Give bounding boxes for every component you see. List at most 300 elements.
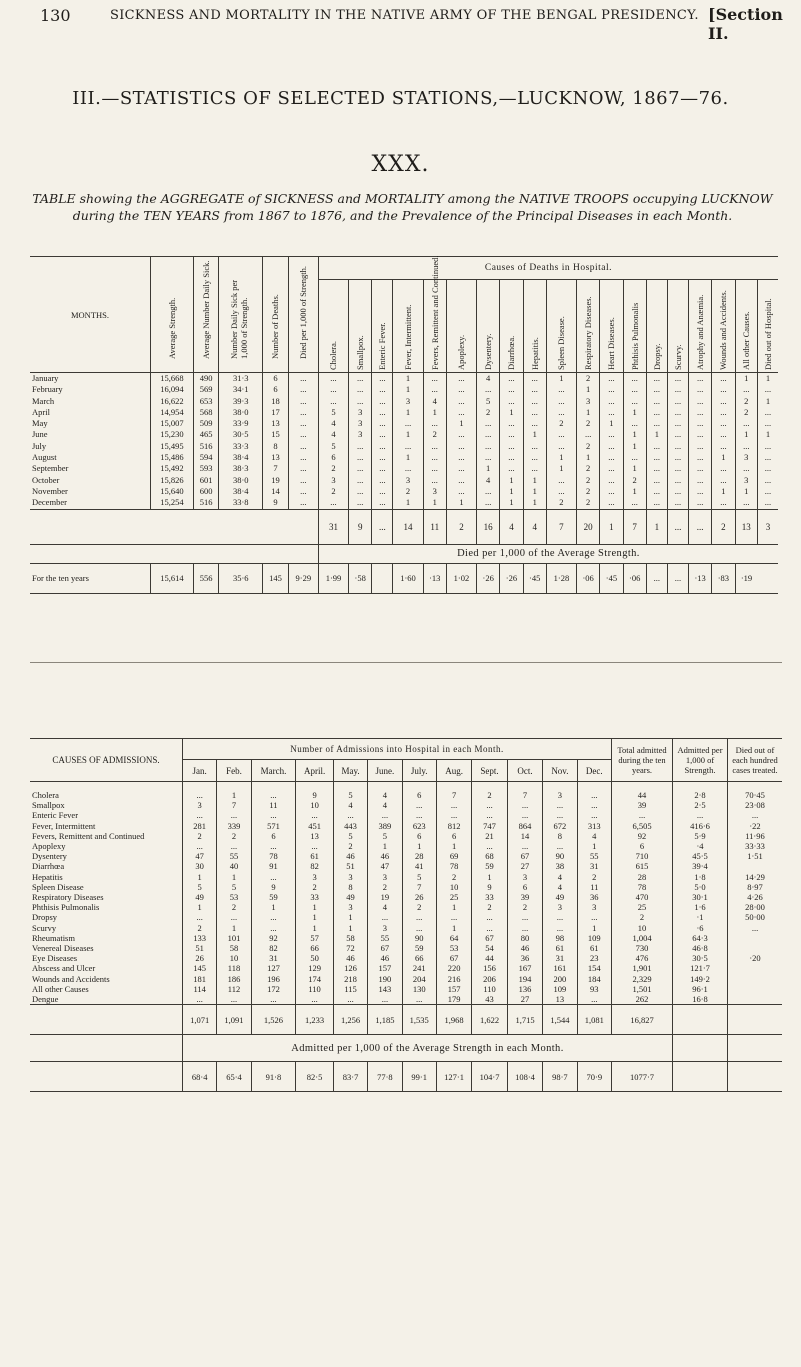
value-cell: ... [712, 497, 735, 509]
table-row [30, 821, 782, 831]
value-cell: 1 [646, 429, 667, 440]
value-cell: ... [349, 373, 372, 385]
cause-cell: Venereal Diseases [32, 943, 94, 954]
value-cell: 46 [368, 953, 402, 963]
value-cell: 23 [577, 953, 611, 963]
value-cell: 10 [217, 953, 251, 963]
value-cell: 1 [757, 373, 778, 385]
value-cell: ... [646, 407, 667, 418]
value-cell: 568 [193, 407, 219, 418]
month-cell: December [32, 497, 67, 508]
value-cell: ... [217, 841, 251, 851]
value-cell: ... [500, 396, 523, 407]
value-cell: ... [546, 475, 576, 486]
table-row [30, 831, 782, 841]
value-cell: 3 [349, 407, 372, 418]
value-cell: 15,486 [151, 452, 194, 463]
blank-cell [30, 509, 318, 544]
value-cell: 16,094 [151, 384, 194, 395]
value-cell: ... [646, 486, 667, 497]
value-cell: ... [288, 373, 318, 385]
value-cell: ... [667, 475, 688, 486]
ten-years-cell: 556 [193, 563, 219, 593]
value-cell: 31 [251, 953, 296, 963]
value-cell: ... [646, 463, 667, 474]
value-cell: ... [507, 841, 542, 851]
total-cell: 1,968 [436, 1005, 471, 1035]
value-cell: 1 [423, 407, 446, 418]
value-cell: 571 [251, 821, 296, 831]
value-cell: 46 [507, 943, 542, 953]
table-row [30, 902, 782, 912]
admitted-header: Admitted per 1,000 of Strength. [673, 739, 728, 782]
value-cell: ... [288, 407, 318, 418]
value-cell: 179 [436, 994, 471, 1005]
value-cell: 49 [543, 892, 577, 902]
value-cell: ... [646, 418, 667, 429]
rate-cell: 77·8 [368, 1062, 402, 1092]
value-cell: ... [423, 463, 446, 474]
cause-header [689, 280, 712, 373]
value-cell: 25 [436, 892, 471, 902]
value-cell: 4 [318, 429, 348, 440]
value-cell: ... [712, 384, 735, 395]
total-cell: 4 [500, 509, 523, 544]
value-cell: ... [333, 810, 367, 820]
value-cell: 5 [183, 882, 217, 892]
cause-cell: Smallpox [32, 800, 65, 811]
ten-years-cell: ·13 [423, 563, 446, 593]
value-cell: 110 [296, 984, 334, 994]
value-cell: 1 [735, 486, 757, 497]
value-cell: 1·51 [728, 851, 783, 861]
value-cell: ... [523, 373, 546, 385]
blank-cell [30, 1035, 183, 1062]
value-cell: 161 [543, 963, 577, 973]
value-cell: 28 [402, 851, 436, 861]
value-cell: 2 [423, 429, 446, 440]
value-cell: 204 [402, 974, 436, 984]
value-cell: ... [446, 384, 476, 395]
value-cell: ... [251, 841, 296, 851]
value-cell: 2 [393, 486, 423, 497]
value-cell: 1 [577, 407, 600, 418]
value-cell: 80 [507, 933, 542, 943]
blank-cell [673, 1005, 728, 1035]
value-cell: 1 [577, 841, 611, 851]
cause-cell: Hepatitis [32, 871, 63, 882]
value-cell: ·22 [728, 821, 783, 831]
cause-header-label: Wounds and Accidents. [718, 290, 729, 370]
value-cell: 3 [349, 418, 372, 429]
table-row [30, 912, 782, 922]
cause-cell: Phthisis Pulmonalis [32, 902, 100, 913]
value-cell: ... [436, 810, 471, 820]
cause-header [349, 280, 372, 373]
value-cell: 19 [368, 892, 402, 902]
value-cell: ... [318, 396, 348, 407]
value-cell: 4 [368, 800, 402, 810]
value-cell: ... [217, 810, 251, 820]
value-cell: 1 [600, 418, 623, 429]
cause-header [712, 280, 735, 373]
value-cell: 1 [183, 872, 217, 882]
ten-years-cell: 145 [263, 563, 289, 593]
admission-totals-row [30, 1005, 782, 1035]
table-row [30, 882, 782, 892]
ten-years-cell: ·45 [523, 563, 546, 593]
admissions-table [30, 738, 782, 1092]
table-row [30, 810, 782, 820]
month-cell: February [32, 384, 63, 395]
table-row [30, 396, 778, 407]
died-header: Died out of each hundred cases treated. [728, 739, 783, 782]
month-cell: June [32, 429, 48, 440]
cause-header-label: Fevers, Remittent and Continued. [429, 255, 440, 370]
value-cell: 5·0 [673, 882, 728, 892]
table-row [30, 373, 778, 385]
value-cell: ... [349, 441, 372, 452]
value-cell: ... [446, 396, 476, 407]
value-cell [728, 974, 783, 984]
ten-years-cell: 15,614 [151, 563, 194, 593]
value-cell: 69 [436, 851, 471, 861]
value-cell: ... [349, 497, 372, 509]
ten-years-cell: ·58 [349, 563, 372, 593]
value-cell: ... [712, 373, 735, 385]
value-cell: ... [667, 452, 688, 463]
col-header: Average Number Daily Sick. [193, 257, 219, 373]
value-cell: 516 [193, 441, 219, 452]
value-cell: ... [667, 486, 688, 497]
value-cell: 5 [333, 831, 367, 841]
running-header [0, 0, 801, 43]
value-cell: 17 [263, 407, 289, 418]
value-cell: 1 [523, 475, 546, 486]
blank-cell [728, 1035, 783, 1062]
month-cell: October [32, 474, 60, 485]
value-cell: ... [646, 497, 667, 509]
value-cell: 2 [577, 475, 600, 486]
value-cell: 11·96 [728, 831, 783, 841]
value-cell: 218 [333, 974, 367, 984]
cause-header [523, 280, 546, 373]
value-cell: ... [217, 912, 251, 922]
value-cell: 10 [296, 800, 334, 810]
value-cell: 38·0 [219, 475, 263, 486]
value-cell: ... [600, 475, 623, 486]
value-cell: 67 [472, 933, 507, 943]
value-cell: ... [251, 912, 296, 922]
value-cell: 30 [183, 861, 217, 871]
value-cell: ... [183, 810, 217, 820]
value-cell: 15,640 [151, 486, 194, 497]
value-cell: 1 [523, 497, 546, 509]
value-cell: ... [251, 872, 296, 882]
month-cell: April [32, 406, 50, 417]
value-cell: 1 [393, 373, 423, 385]
value-cell: 3 [318, 475, 348, 486]
value-cell: 30·5 [673, 953, 728, 963]
rate-cell: 68·4 [183, 1062, 217, 1092]
value-cell: ... [600, 441, 623, 452]
value-cell: ... [288, 441, 318, 452]
value-cell: ... [507, 912, 542, 922]
value-cell: ... [712, 463, 735, 474]
value-cell: ... [623, 396, 646, 407]
cause-header-label: Smallpox. [355, 335, 366, 370]
value-cell: 2 [577, 463, 600, 474]
ten-years-cell: ·26 [477, 563, 500, 593]
value-cell: 6 [251, 831, 296, 841]
value-cell: ... [757, 463, 778, 474]
rate-cell: 108·4 [507, 1062, 542, 1092]
month-cell: March [32, 395, 55, 406]
cause-cell: Respiratory Diseases [32, 892, 104, 903]
ten-years-cell: ·06 [577, 563, 600, 593]
total-cell: ... [372, 509, 393, 544]
value-cell: 476 [612, 953, 673, 963]
value-cell: ... [368, 810, 402, 820]
table-row [30, 994, 782, 1005]
value-cell: ... [577, 800, 611, 810]
value-cell: ... [735, 441, 757, 452]
month-cell: November [32, 485, 68, 496]
value-cell: ... [183, 841, 217, 851]
value-cell: 2 [472, 902, 507, 912]
value-cell: 6 [612, 841, 673, 851]
value-cell: 28 [612, 872, 673, 882]
total-cell: 9 [349, 509, 372, 544]
value-cell: 61 [296, 851, 334, 861]
value-cell: 78 [612, 882, 673, 892]
value-cell: 39 [507, 892, 542, 902]
value-cell: 2 [735, 407, 757, 418]
cause-cell: Wounds and Accidents [32, 973, 110, 984]
value-cell: 241 [402, 963, 436, 973]
value-cell: 8 [263, 441, 289, 452]
total-cell: 20 [577, 509, 600, 544]
value-cell: 41 [402, 861, 436, 871]
value-cell: ... [577, 912, 611, 922]
value-cell: ... [523, 463, 546, 474]
value-cell: 33 [296, 892, 334, 902]
table-row [30, 407, 778, 418]
value-cell: ... [646, 441, 667, 452]
value-cell: 509 [193, 418, 219, 429]
cause-cell: Fever, Intermittent [32, 820, 96, 831]
rate-cell: 98·7 [543, 1062, 577, 1092]
value-cell: 15,495 [151, 441, 194, 452]
table-row [30, 486, 778, 497]
value-cell: 9 [472, 882, 507, 892]
value-cell: 90 [402, 933, 436, 943]
value-cell: 90 [543, 851, 577, 861]
table-row [30, 782, 782, 801]
value-cell: ... [623, 452, 646, 463]
value-cell: 1 [712, 486, 735, 497]
table-row [30, 475, 778, 486]
value-cell: ... [689, 463, 712, 474]
cause-header-label: Spleen Disease. [556, 316, 567, 370]
value-cell: ... [667, 429, 688, 440]
blank-cell [30, 1005, 183, 1035]
value-cell: ... [646, 452, 667, 463]
ten-years-cell [372, 563, 393, 593]
total-cell: 1,622 [472, 1005, 507, 1035]
value-cell: 1 [393, 429, 423, 440]
value-cell: 57 [296, 933, 334, 943]
value-cell: 9 [263, 497, 289, 509]
total-cell: 7 [623, 509, 646, 544]
value-cell: 129 [296, 963, 334, 973]
value-cell: 46 [333, 953, 367, 963]
ten-years-cell: ·83 [712, 563, 735, 593]
value-cell: ... [500, 384, 523, 395]
value-cell: 33 [472, 892, 507, 902]
value-cell [728, 943, 783, 953]
value-cell: 7 [436, 782, 471, 801]
value-cell: ·4 [673, 841, 728, 851]
rate-cell: 65·4 [217, 1062, 251, 1092]
value-cell: 3 [333, 872, 367, 882]
value-cell: 174 [296, 974, 334, 984]
table-row [30, 800, 782, 810]
value-cell: 490 [193, 373, 219, 385]
value-cell: 1·8 [673, 872, 728, 882]
value-cell: ... [446, 429, 476, 440]
value-cell: ... [735, 384, 757, 395]
table-row [30, 974, 782, 984]
col-header: Died per 1,000 of Strength. [288, 257, 318, 373]
value-cell: 15,254 [151, 497, 194, 509]
table-row [30, 851, 782, 861]
value-cell: ... [500, 441, 523, 452]
value-cell: 2 [577, 373, 600, 385]
value-cell: ... [372, 475, 393, 486]
value-cell: ... [689, 429, 712, 440]
cause-cell: Spleen Disease [32, 881, 84, 892]
value-cell: 126 [333, 963, 367, 973]
value-cell: 1 [623, 441, 646, 452]
cause-cell: Cholera [32, 790, 59, 800]
table-row [30, 841, 782, 851]
value-cell: 1 [368, 841, 402, 851]
value-cell: 623 [402, 821, 436, 831]
value-cell: 1 [217, 782, 251, 801]
value-cell: 127 [251, 963, 296, 973]
value-cell: 157 [368, 963, 402, 973]
value-cell: 2 [436, 872, 471, 882]
value-cell: 3 [296, 872, 334, 882]
value-cell [728, 963, 783, 973]
value-cell: 451 [296, 821, 334, 831]
value-cell: 1 [623, 407, 646, 418]
value-cell: 25 [612, 902, 673, 912]
rate-cell: 91·8 [251, 1062, 296, 1092]
value-cell: 67 [507, 851, 542, 861]
value-cell: 465 [193, 429, 219, 440]
value-cell: 2 [333, 841, 367, 851]
value-cell: ... [600, 384, 623, 395]
value-cell: ... [477, 384, 500, 395]
value-cell: 1 [577, 923, 611, 933]
total-header: Total admitted during the ten years. [612, 739, 673, 782]
cause-cell: Fevers, Remittent and Continued [32, 830, 145, 841]
total-cell: 14 [393, 509, 423, 544]
value-cell: ... [349, 384, 372, 395]
value-cell: ... [318, 497, 348, 509]
section-label: [Section II. [708, 5, 783, 43]
value-cell: ... [623, 373, 646, 385]
value-cell: 55 [368, 933, 402, 943]
value-cell: 730 [612, 943, 673, 953]
value-cell: ... [372, 452, 393, 463]
total-cell: 1,091 [217, 1005, 251, 1035]
col-header: Number Daily Sick per 1,000 of Strength. [219, 257, 263, 373]
value-cell: 61 [577, 943, 611, 953]
value-cell: ... [673, 810, 728, 820]
value-cell: ... [183, 912, 217, 922]
value-cell: ... [423, 441, 446, 452]
value-cell: ... [472, 841, 507, 851]
table-row [30, 933, 782, 943]
value-cell: ... [349, 452, 372, 463]
cause-header [646, 280, 667, 373]
month-header: Feb. [217, 760, 251, 782]
value-cell: ... [288, 396, 318, 407]
cause-header-label: Hepatitis. [529, 337, 540, 370]
value-cell: ... [296, 841, 334, 851]
value-cell: ... [600, 373, 623, 385]
ten-years-cell: 1·02 [446, 563, 476, 593]
total-cell: ... [667, 509, 688, 544]
value-cell: ... [500, 418, 523, 429]
value-cell: ... [349, 396, 372, 407]
value-cell: 5 [318, 407, 348, 418]
value-cell: 33·9 [219, 418, 263, 429]
value-cell: ... [543, 800, 577, 810]
value-cell: 3 [577, 902, 611, 912]
value-cell: 1 [757, 429, 778, 440]
month-header: March. [251, 760, 296, 782]
value-cell: ... [712, 407, 735, 418]
value-cell: 11 [577, 882, 611, 892]
value-cell: 5 [333, 782, 367, 801]
value-cell: 28·00 [728, 902, 783, 912]
value-cell: 121·7 [673, 963, 728, 973]
total-cell: 1,081 [577, 1005, 611, 1035]
value-cell: 2,329 [612, 974, 673, 984]
value-cell: 154 [577, 963, 611, 973]
value-cell: 33·33 [728, 841, 783, 851]
value-cell: ... [546, 441, 576, 452]
value-cell: ... [500, 463, 523, 474]
value-cell: ... [577, 810, 611, 820]
value-cell: 11 [251, 800, 296, 810]
value-cell: 31 [577, 861, 611, 871]
rate-cell: 70·9 [577, 1062, 611, 1092]
value-cell: ... [728, 810, 783, 820]
value-cell: 3 [183, 800, 217, 810]
cause-header-label: Cholera. [328, 340, 339, 370]
value-cell: 13 [543, 994, 577, 1005]
running-title: SICKNESS AND MORTALITY IN THE NATIVE ARMY OF THE BENGAL PRESIDENCY. [110, 8, 699, 23]
table-row [30, 429, 778, 440]
value-cell: ... [646, 384, 667, 395]
value-cell: ... [689, 396, 712, 407]
ten-years-cell: 1·99 [318, 563, 348, 593]
